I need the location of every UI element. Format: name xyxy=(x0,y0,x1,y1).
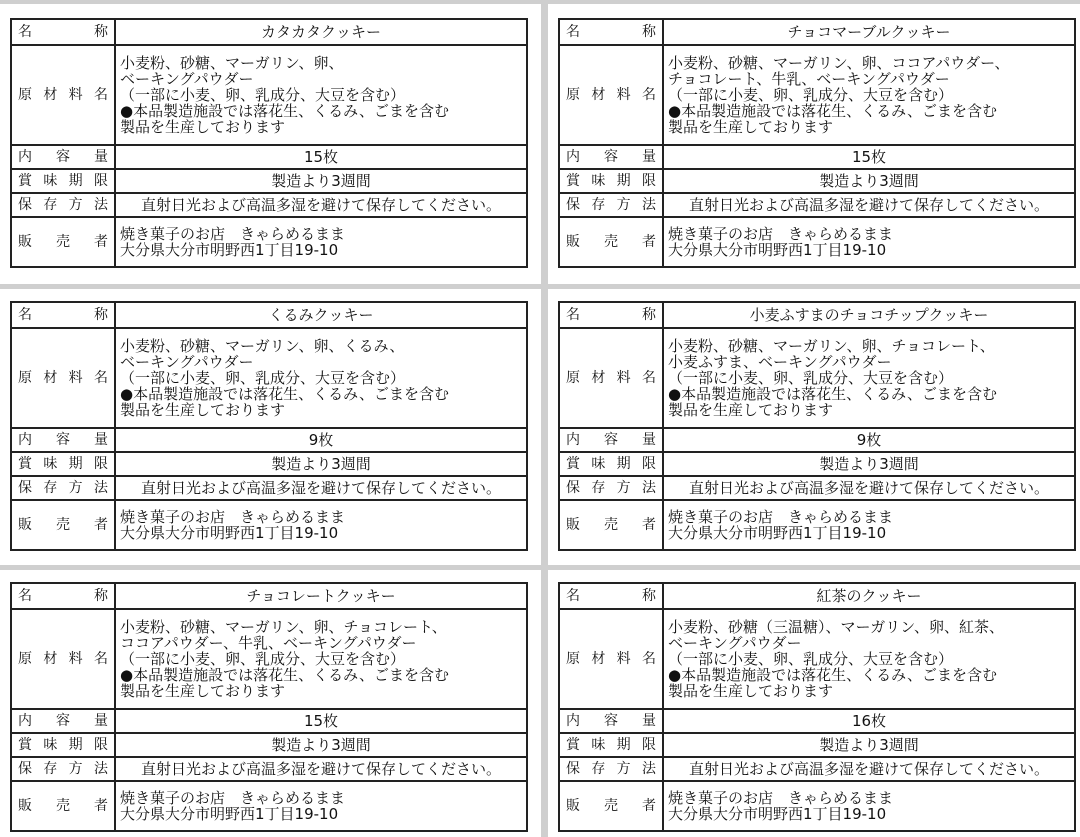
name-key: 名 称 xyxy=(559,19,663,45)
ingredients-key: 原 材 料 名 xyxy=(559,328,663,428)
ingredients-value: 小麦粉、砂糖、マーガリン、卵、 ベーキングパウダー （一部に小麦、卵、乳成分、大豆を含む） ●本品製造施設では落花生、くるみ、ごまを含む 製品を生産しております xyxy=(115,45,527,145)
label-table xyxy=(10,18,528,268)
expiry-value: 製造より3週間 xyxy=(663,169,1075,193)
ingredients-key: 原 材 料 名 xyxy=(11,328,115,428)
storage-value: 直射日光および高温多湿を避けて保存してください。 xyxy=(115,757,527,781)
expiry-key: 賞 味 期 限 xyxy=(559,733,663,757)
seller-value: 焼き菓子のお店 きゃらめるまま 大分県大分市明野西1丁目19-10 xyxy=(115,217,527,267)
ingredients-value: 小麦粉、砂糖、マーガリン、卵、ココアパウダー、 チョコレート、牛乳、ベーキングパウダー （一部に小麦、卵、乳成分、大豆を含む） ●本品製造施設では落花生、くるみ、ごまを含む 製品を生産しております xyxy=(663,45,1075,145)
quantity-value: 15枚 xyxy=(115,145,527,169)
label-table xyxy=(558,582,1076,832)
expiry-value: 製造より3週間 xyxy=(115,452,527,476)
name-key: 名 称 xyxy=(11,583,115,609)
storage-value: 直射日光および高温多湿を避けて保存してください。 xyxy=(115,476,527,500)
seller-key: 販 売 者 xyxy=(11,781,115,831)
product-name: くるみクッキー xyxy=(115,302,527,328)
name-key: 名 称 xyxy=(559,302,663,328)
expiry-value: 製造より3週間 xyxy=(115,733,527,757)
product-name: チョコレートクッキー xyxy=(115,583,527,609)
seller-key: 販 売 者 xyxy=(559,781,663,831)
storage-value: 直射日光および高温多湿を避けて保存してください。 xyxy=(115,193,527,217)
ingredients-value: 小麦粉、砂糖、マーガリン、卵、くるみ、 ベーキングパウダー （一部に小麦、卵、乳成分、大豆を含む） ●本品製造施設では落花生、くるみ、ごまを含む 製品を生産しております xyxy=(115,328,527,428)
seller-key: 販 売 者 xyxy=(11,500,115,550)
expiry-key: 賞 味 期 限 xyxy=(11,169,115,193)
expiry-value: 製造より3週間 xyxy=(663,452,1075,476)
seller-value: 焼き菓子のお店 きゃらめるまま 大分県大分市明野西1丁目19-10 xyxy=(115,500,527,550)
seller-key: 販 売 者 xyxy=(559,500,663,550)
quantity-value: 9枚 xyxy=(115,428,527,452)
ingredients-value: 小麦粉、砂糖、マーガリン、卵、チョコレート、 ココアパウダー、牛乳、ベーキングパウダー （一部に小麦、卵、乳成分、大豆を含む） ●本品製造施設では落花生、くるみ、ごまを含む 製品を生産しております xyxy=(115,609,527,709)
quantity-key: 内 容 量 xyxy=(559,145,663,169)
name-key: 名 称 xyxy=(11,19,115,45)
product-name: 小麦ふすまのチョコチップクッキー xyxy=(663,302,1075,328)
seller-key: 販 売 者 xyxy=(559,217,663,267)
seller-value: 焼き菓子のお店 きゃらめるまま 大分県大分市明野西1丁目19-10 xyxy=(115,781,527,831)
storage-key: 保 存 方 法 xyxy=(11,476,115,500)
expiry-key: 賞 味 期 限 xyxy=(11,733,115,757)
expiry-value: 製造より3週間 xyxy=(663,733,1075,757)
ingredients-value: 小麦粉、砂糖、マーガリン、卵、チョコレート、 小麦ふすま、ベーキングパウダー （一部に小麦、卵、乳成分、大豆を含む） ●本品製造施設では落花生、くるみ、ごまを含む 製品を生産しております xyxy=(663,328,1075,428)
storage-key: 保 存 方 法 xyxy=(11,757,115,781)
seller-value: 焼き菓子のお店 きゃらめるまま 大分県大分市明野西1丁目19-10 xyxy=(663,500,1075,550)
name-key: 名 称 xyxy=(11,302,115,328)
expiry-key: 賞 味 期 限 xyxy=(559,452,663,476)
storage-value: 直射日光および高温多湿を避けて保存してください。 xyxy=(663,193,1075,217)
ingredients-key: 原 材 料 名 xyxy=(11,609,115,709)
label-table xyxy=(558,18,1076,268)
ingredients-key: 原 材 料 名 xyxy=(559,45,663,145)
storage-key: 保 存 方 法 xyxy=(11,193,115,217)
label-card xyxy=(0,570,541,837)
storage-key: 保 存 方 法 xyxy=(559,476,663,500)
label-card xyxy=(548,570,1080,837)
storage-value: 直射日光および高温多湿を避けて保存してください。 xyxy=(663,757,1075,781)
storage-value: 直射日光および高温多湿を避けて保存してください。 xyxy=(663,476,1075,500)
quantity-key: 内 容 量 xyxy=(11,709,115,733)
expiry-key: 賞 味 期 限 xyxy=(559,169,663,193)
seller-value: 焼き菓子のお店 きゃらめるまま 大分県大分市明野西1丁目19-10 xyxy=(663,781,1075,831)
label-table xyxy=(10,582,528,832)
ingredients-value: 小麦粉、砂糖（三温糖）、マーガリン、卵、紅茶、 ベーキングパウダー （一部に小麦、卵、乳成分、大豆を含む） ●本品製造施設では落花生、くるみ、ごまを含む 製品を生産しております xyxy=(663,609,1075,709)
expiry-key: 賞 味 期 限 xyxy=(11,452,115,476)
ingredients-key: 原 材 料 名 xyxy=(559,609,663,709)
product-name: 紅茶のクッキー xyxy=(663,583,1075,609)
quantity-value: 9枚 xyxy=(663,428,1075,452)
quantity-value: 16枚 xyxy=(663,709,1075,733)
quantity-key: 内 容 量 xyxy=(559,709,663,733)
quantity-value: 15枚 xyxy=(663,145,1075,169)
ingredients-key: 原 材 料 名 xyxy=(11,45,115,145)
label-table xyxy=(10,301,528,551)
label-card xyxy=(0,289,541,565)
product-name: チョコマーブルクッキー xyxy=(663,19,1075,45)
seller-key: 販 売 者 xyxy=(11,217,115,267)
label-card xyxy=(548,4,1080,284)
quantity-key: 内 容 量 xyxy=(559,428,663,452)
product-name: カタカタクッキー xyxy=(115,19,527,45)
name-key: 名 称 xyxy=(559,583,663,609)
label-table xyxy=(558,301,1076,551)
label-card xyxy=(548,289,1080,565)
label-card xyxy=(0,4,541,284)
storage-key: 保 存 方 法 xyxy=(559,757,663,781)
seller-value: 焼き菓子のお店 きゃらめるまま 大分県大分市明野西1丁目19-10 xyxy=(663,217,1075,267)
quantity-key: 内 容 量 xyxy=(11,428,115,452)
quantity-key: 内 容 量 xyxy=(11,145,115,169)
quantity-value: 15枚 xyxy=(115,709,527,733)
expiry-value: 製造より3週間 xyxy=(115,169,527,193)
storage-key: 保 存 方 法 xyxy=(559,193,663,217)
